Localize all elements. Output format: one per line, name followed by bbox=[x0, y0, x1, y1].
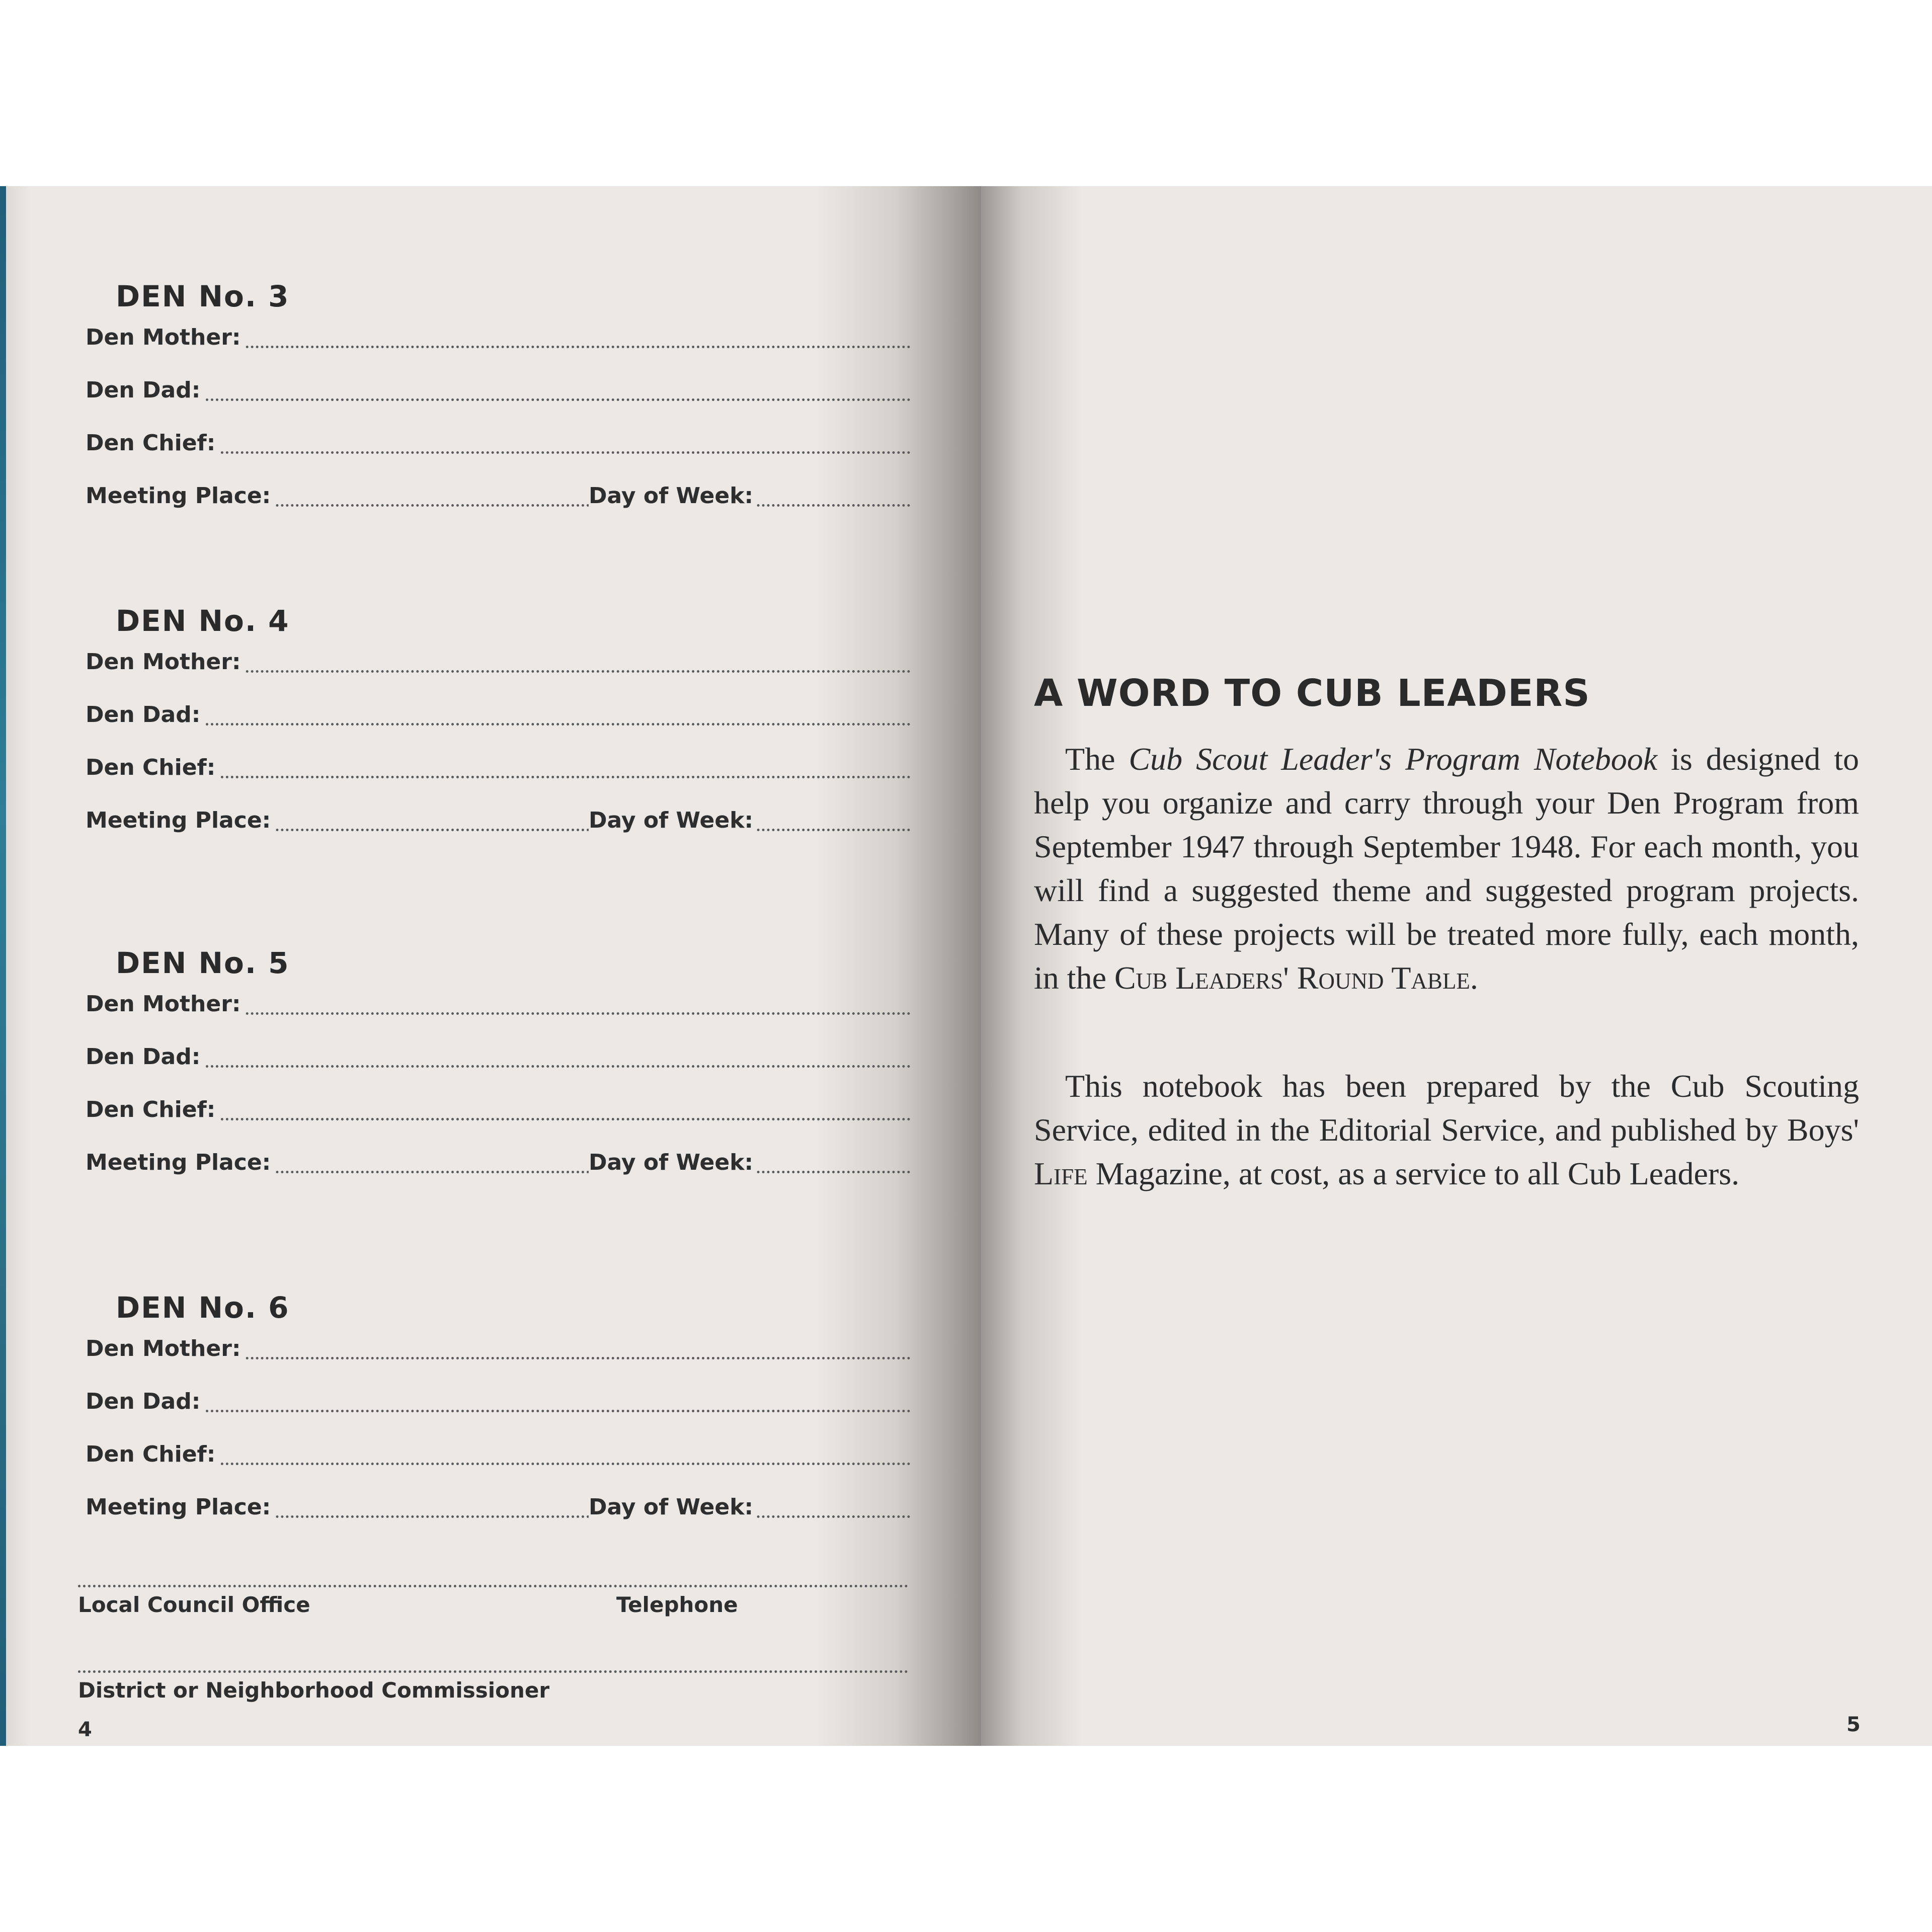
den-chief-label: Den Chief: bbox=[86, 755, 218, 780]
den-chief-label: Den Chief: bbox=[86, 1441, 218, 1467]
credits-paragraph: This notebook has been prepared by the Cub Scouting Service, edited in the Editorial Service, and published by Boys' Life Magazine, at cost, as a service to all Cub Leaders. bbox=[1034, 1068, 1859, 1191]
notebook-spread bbox=[0, 186, 1932, 1746]
meeting-place-field[interactable] bbox=[86, 805, 911, 835]
local-council-line[interactable] bbox=[78, 1585, 908, 1587]
meeting-place-label: Meeting Place: bbox=[86, 1150, 274, 1175]
right-page bbox=[981, 186, 1932, 1746]
den-chief-field[interactable] bbox=[86, 1094, 911, 1124]
den-dad-label: Den Dad: bbox=[86, 377, 203, 403]
telephone-label: Telephone bbox=[616, 1592, 738, 1617]
den-block-5 bbox=[75, 946, 911, 1208]
meeting-place-field[interactable] bbox=[86, 480, 911, 511]
den-dad-field[interactable] bbox=[86, 1041, 911, 1072]
den-title: DEN No. 4 bbox=[116, 604, 290, 638]
den-mother-field[interactable] bbox=[86, 647, 911, 677]
den-chief-label: Den Chief: bbox=[86, 1097, 218, 1122]
left-page bbox=[0, 186, 981, 1746]
den-title: DEN No. 5 bbox=[116, 946, 290, 980]
day-of-week-label: Day of Week: bbox=[589, 808, 756, 833]
commissioner-line[interactable] bbox=[78, 1670, 908, 1673]
meeting-place-field[interactable] bbox=[86, 1147, 911, 1177]
meeting-place-label: Meeting Place: bbox=[86, 1494, 274, 1520]
meeting-place-field[interactable] bbox=[86, 1492, 911, 1522]
den-dad-label: Den Dad: bbox=[86, 1389, 203, 1414]
page-number-right: 5 bbox=[1846, 1713, 1861, 1736]
den-dad-field[interactable] bbox=[86, 375, 911, 405]
commissioner-label: District or Neighborhood Commissioner bbox=[78, 1678, 550, 1703]
page-heading: A WORD TO CUB LEADERS bbox=[1034, 672, 1590, 715]
den-dad-label: Den Dad: bbox=[86, 702, 203, 728]
day-of-week-label: Day of Week: bbox=[589, 483, 756, 509]
den-mother-field[interactable] bbox=[86, 989, 911, 1019]
den-mother-field[interactable] bbox=[86, 322, 911, 352]
den-block-4 bbox=[75, 604, 911, 865]
den-mother-label: Den Mother: bbox=[86, 1336, 244, 1361]
day-of-week-label: Day of Week: bbox=[589, 1150, 756, 1175]
den-title: DEN No. 3 bbox=[116, 279, 290, 313]
den-dad-label: Den Dad: bbox=[86, 1044, 203, 1070]
den-chief-field[interactable] bbox=[86, 1439, 911, 1469]
page-number-left: 4 bbox=[78, 1718, 92, 1741]
local-council-label: Local Council Office bbox=[78, 1592, 310, 1617]
den-dad-field[interactable] bbox=[86, 1386, 911, 1416]
intro-paragraph: The Cub Scout Leader's Program Notebook is designed to help you organize and carry through your Den Program from September 1947 through September 1948. For each month, you will find a suggested theme and suggested program projects. Many of these projects will be treated more fully, each month, in the Cub Leaders' Round Table. bbox=[1034, 741, 1860, 996]
den-title: DEN No. 6 bbox=[116, 1291, 290, 1325]
den-chief-field[interactable] bbox=[86, 752, 911, 782]
den-mother-field[interactable] bbox=[86, 1333, 911, 1363]
day-of-week-label: Day of Week: bbox=[589, 1494, 756, 1520]
den-dad-field[interactable] bbox=[86, 699, 911, 730]
meeting-place-label: Meeting Place: bbox=[86, 483, 274, 509]
den-block-3 bbox=[75, 279, 911, 541]
den-chief-field[interactable] bbox=[86, 428, 911, 458]
notebook-title: Cub Scout Leader's Program Notebook bbox=[1129, 741, 1658, 777]
den-mother-label: Den Mother: bbox=[86, 991, 244, 1017]
den-chief-label: Den Chief: bbox=[86, 430, 218, 456]
den-mother-label: Den Mother: bbox=[86, 325, 244, 350]
meeting-place-label: Meeting Place: bbox=[86, 808, 274, 833]
den-mother-label: Den Mother: bbox=[86, 649, 244, 675]
den-block-6 bbox=[75, 1291, 911, 1552]
